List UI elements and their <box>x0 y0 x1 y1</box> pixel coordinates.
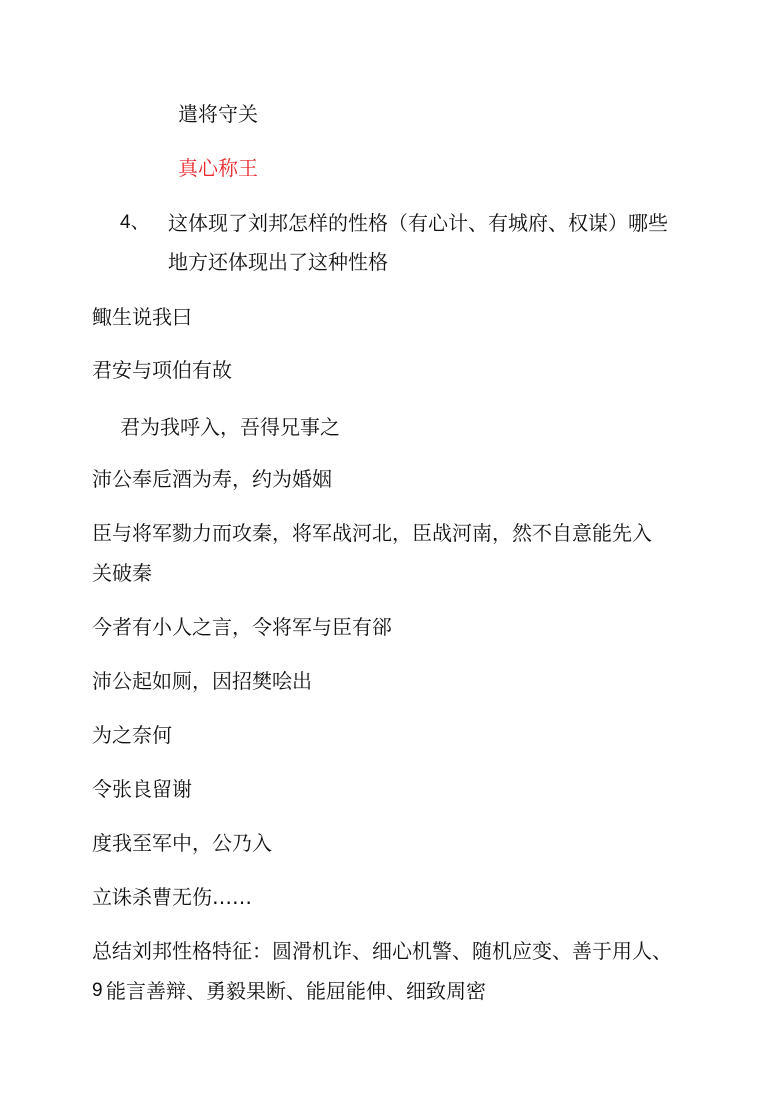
text-line-qianjiang-shouguan: 遣将守关 <box>178 102 258 126</box>
quote-line-6: 今者有小人之言，令将军与臣有郤 <box>92 615 392 639</box>
quote-line-10: 度我至军中，公乃入 <box>92 831 272 855</box>
question-number: 4、 <box>120 212 150 233</box>
summary-line-2-number: 9 <box>92 980 103 1001</box>
question-text-line-1: 这体现了刘邦怎样的性格（有心计、有城府、权谋）哪些 <box>168 211 668 235</box>
quote-line-8: 为之奈何 <box>92 723 172 747</box>
quote-line-3: 君为我呼入，吾得兄事之 <box>120 415 340 439</box>
quote-line-2: 君安与项伯有故 <box>92 358 232 382</box>
quote-line-5b: 关破秦 <box>92 561 152 585</box>
quote-line-7: 沛公起如厕，因招樊哙出 <box>92 669 312 693</box>
text-line-zhenxin-chengwang-highlight: 真心称王 <box>178 156 258 180</box>
quote-line-11: 立诛杀曹无伤…… <box>92 885 252 909</box>
question-text-line-2: 地方还体现出了这种性格 <box>168 250 388 274</box>
quote-line-1: 鲰生说我曰 <box>92 305 192 329</box>
quote-line-5a: 臣与将军勠力而攻秦，将军战河北，臣战河南，然不自意能先入 <box>92 521 652 545</box>
quote-line-9: 令张良留谢 <box>92 777 192 801</box>
summary-line-1: 总结刘邦性格特征：圆滑机诈、细心机警、随机应变、善于用人、 <box>92 939 672 963</box>
summary-line-2: 能言善辩、勇毅果断、能屈能伸、细致周密 <box>106 979 486 1003</box>
quote-line-4: 沛公奉卮酒为寿，约为婚姻 <box>92 467 332 491</box>
